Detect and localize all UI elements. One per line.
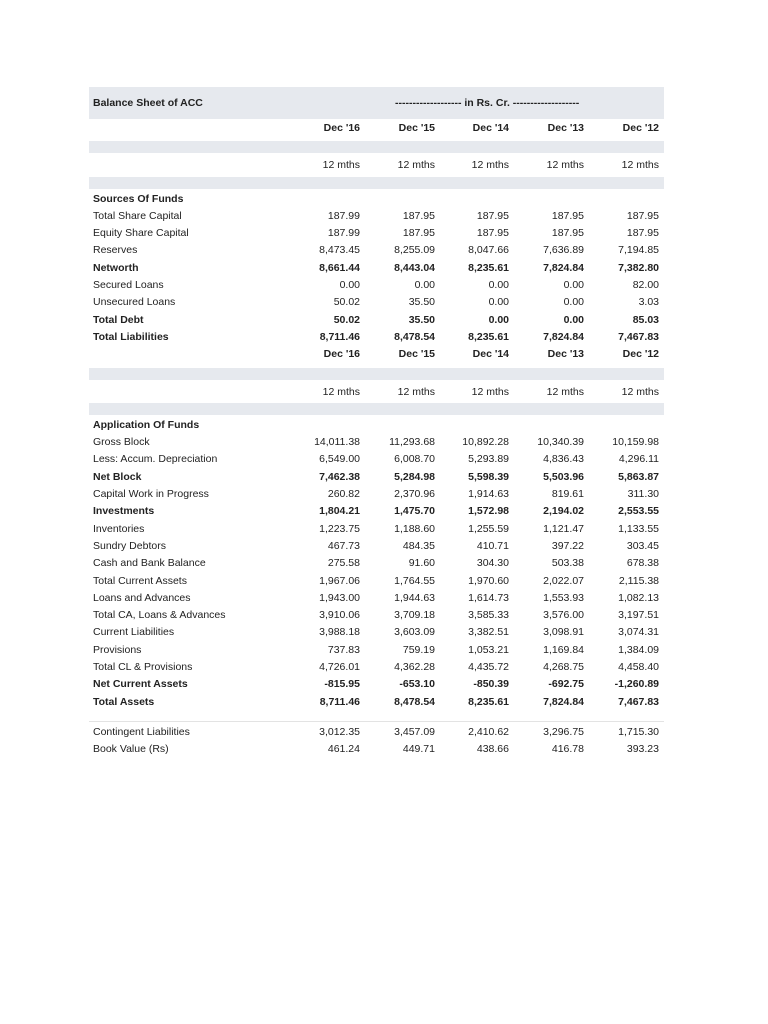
cell-value: 7,467.83 bbox=[618, 695, 659, 708]
cell-value: 1,944.63 bbox=[394, 591, 435, 604]
row-label: Total CL & Provisions bbox=[93, 661, 193, 674]
row-label: Total Liabilities bbox=[93, 330, 169, 343]
band-divider bbox=[89, 368, 664, 380]
band-divider bbox=[89, 403, 664, 415]
cell-value: 275.58 bbox=[327, 557, 360, 570]
cell-value: 11,293.68 bbox=[389, 436, 435, 449]
cell-value: 467.73 bbox=[327, 539, 360, 552]
cell-value: 7,467.83 bbox=[618, 330, 659, 343]
application-heading: Application Of Funds bbox=[93, 418, 200, 431]
cell-value: 91.60 bbox=[408, 557, 435, 570]
row-label: Total Assets bbox=[93, 695, 155, 708]
cell-value: 0.00 bbox=[563, 279, 584, 292]
row-label: Current Liabilities bbox=[93, 626, 175, 639]
year-header-row bbox=[89, 120, 664, 137]
table-row bbox=[89, 624, 664, 641]
row-label: Inventories bbox=[93, 522, 145, 535]
cell-value: 2,194.02 bbox=[543, 505, 584, 518]
row-label: Total Share Capital bbox=[93, 209, 182, 222]
cell-value: 678.38 bbox=[626, 557, 659, 570]
cell-value: 3,603.09 bbox=[394, 626, 435, 639]
cell-value: 5,863.87 bbox=[618, 470, 659, 483]
section-heading bbox=[89, 417, 664, 434]
table-row bbox=[89, 659, 664, 676]
cell-value: 2,553.55 bbox=[618, 505, 659, 518]
cell-value: 1,553.93 bbox=[543, 591, 584, 604]
row-label: Contingent Liabilities bbox=[93, 725, 190, 738]
cell-value: 4,458.40 bbox=[618, 661, 659, 674]
cell-value: 1,053.21 bbox=[468, 643, 509, 656]
table-row bbox=[89, 486, 664, 503]
period-header: 12 mths bbox=[397, 159, 435, 172]
band-divider bbox=[89, 177, 664, 189]
cell-value: 503.38 bbox=[551, 557, 584, 570]
period-header: 12 mths bbox=[322, 385, 360, 398]
year-header: Dec '12 bbox=[622, 122, 659, 134]
cell-value: 187.95 bbox=[551, 209, 584, 222]
application-rows bbox=[89, 434, 664, 711]
cell-value: 0.00 bbox=[563, 296, 584, 309]
period-header: 12 mths bbox=[471, 385, 509, 398]
cell-value: 3,296.75 bbox=[543, 725, 584, 738]
period-header: 12 mths bbox=[546, 385, 584, 398]
cell-value: 7,194.85 bbox=[618, 244, 659, 257]
cell-value: 10,340.39 bbox=[537, 436, 584, 449]
row-label: Networth bbox=[93, 261, 139, 274]
cell-value: 416.78 bbox=[551, 743, 584, 756]
year-header: Dec '13 bbox=[547, 122, 584, 134]
cell-value: 187.95 bbox=[626, 227, 659, 240]
table-row bbox=[89, 260, 664, 277]
row-label: Unsecured Loans bbox=[93, 296, 176, 309]
period-header: 12 mths bbox=[322, 159, 360, 172]
cell-value: 7,462.38 bbox=[319, 470, 360, 483]
row-label: Capital Work in Progress bbox=[93, 488, 209, 501]
cell-value: 187.95 bbox=[626, 209, 659, 222]
section-heading bbox=[89, 191, 664, 208]
period-header: 12 mths bbox=[546, 159, 584, 172]
cell-value: 3.03 bbox=[638, 296, 659, 309]
cell-value: 50.02 bbox=[333, 296, 360, 309]
table-row bbox=[89, 294, 664, 311]
period-header: 12 mths bbox=[397, 385, 435, 398]
cell-value: 3,910.06 bbox=[319, 609, 360, 622]
title-row bbox=[89, 87, 664, 119]
cell-value: 187.99 bbox=[327, 209, 360, 222]
row-label: Total Current Assets bbox=[93, 574, 187, 587]
cell-value: 4,435.72 bbox=[468, 661, 509, 674]
table-row bbox=[89, 434, 664, 451]
cell-value: 0.00 bbox=[488, 296, 509, 309]
cell-value: -815.95 bbox=[324, 678, 360, 691]
row-label: Total Debt bbox=[93, 313, 144, 326]
cell-value: 3,576.00 bbox=[543, 609, 584, 622]
year-header: Dec '14 bbox=[472, 122, 509, 134]
cell-value: 819.61 bbox=[551, 488, 584, 501]
row-label: Total CA, Loans & Advances bbox=[93, 609, 226, 622]
cell-value: 8,473.45 bbox=[319, 244, 360, 257]
cell-value: 260.82 bbox=[327, 488, 360, 501]
cell-value: 0.00 bbox=[563, 313, 584, 326]
cell-value: 2,410.62 bbox=[468, 725, 509, 738]
cell-value: 187.99 bbox=[327, 227, 360, 240]
year-header: Dec '13 bbox=[547, 348, 584, 361]
cell-value: 2,022.07 bbox=[543, 574, 584, 587]
cell-value: 737.83 bbox=[327, 643, 360, 656]
cell-value: 0.00 bbox=[339, 279, 360, 292]
cell-value: 759.19 bbox=[402, 643, 435, 656]
cell-value: 5,598.39 bbox=[468, 470, 509, 483]
cell-value: 3,457.09 bbox=[394, 725, 435, 738]
cell-value: 7,636.89 bbox=[543, 244, 584, 257]
row-label: Less: Accum. Depreciation bbox=[93, 453, 218, 466]
cell-value: 4,836.43 bbox=[543, 453, 584, 466]
table-row bbox=[89, 451, 664, 468]
cell-value: 8,235.61 bbox=[468, 330, 509, 343]
table-row bbox=[89, 242, 664, 259]
cell-value: 8,235.61 bbox=[468, 695, 509, 708]
cell-value: 187.95 bbox=[476, 209, 509, 222]
cell-value: 1,943.00 bbox=[319, 591, 360, 604]
unit-label: ------------------- in Rs. Cr. ------------------- bbox=[395, 97, 580, 109]
cell-value: 10,159.98 bbox=[612, 436, 659, 449]
cell-value: 3,382.51 bbox=[468, 626, 509, 639]
row-label: Equity Share Capital bbox=[93, 227, 189, 240]
cell-value: 5,284.98 bbox=[394, 470, 435, 483]
cell-value: 1,133.55 bbox=[618, 522, 659, 535]
cell-value: 8,661.44 bbox=[319, 261, 360, 274]
cell-value: 8,478.54 bbox=[394, 695, 435, 708]
cell-value: 1,764.55 bbox=[394, 574, 435, 587]
cell-value: 35.50 bbox=[408, 296, 435, 309]
table-row bbox=[89, 676, 664, 693]
cell-value: 187.95 bbox=[476, 227, 509, 240]
cell-value: 1,572.98 bbox=[468, 505, 509, 518]
cell-value: 1,188.60 bbox=[394, 522, 435, 535]
cell-value: 6,549.00 bbox=[319, 453, 360, 466]
table-row bbox=[89, 724, 664, 741]
cell-value: -1,260.89 bbox=[614, 678, 659, 691]
cell-value: 393.23 bbox=[626, 743, 659, 756]
cell-value: 5,293.89 bbox=[468, 453, 509, 466]
cell-value: 304.30 bbox=[476, 557, 509, 570]
year-header: Dec '15 bbox=[398, 348, 435, 361]
row-label: Loans and Advances bbox=[93, 591, 191, 604]
period-header-row bbox=[89, 384, 664, 401]
cell-value: 3,197.51 bbox=[618, 609, 659, 622]
row-label: Investments bbox=[93, 505, 155, 518]
cell-value: 6,008.70 bbox=[394, 453, 435, 466]
cell-value: 8,047.66 bbox=[468, 244, 509, 257]
cell-value: 1,715.30 bbox=[618, 725, 659, 738]
cell-value: 3,988.18 bbox=[319, 626, 360, 639]
cell-value: -692.75 bbox=[548, 678, 584, 691]
row-label: Secured Loans bbox=[93, 279, 164, 292]
cell-value: 50.02 bbox=[333, 313, 360, 326]
cell-value: 8,235.61 bbox=[468, 261, 509, 274]
table-row bbox=[89, 521, 664, 538]
cell-value: 7,824.84 bbox=[543, 330, 584, 343]
year-header: Dec '12 bbox=[622, 348, 659, 361]
period-header: 12 mths bbox=[471, 159, 509, 172]
row-label: Reserves bbox=[93, 244, 138, 257]
cell-value: 4,362.28 bbox=[394, 661, 435, 674]
cell-value: 4,726.01 bbox=[319, 661, 360, 674]
year-header: Dec '14 bbox=[472, 348, 509, 361]
table-row bbox=[89, 469, 664, 486]
cell-value: 1,082.13 bbox=[618, 591, 659, 604]
table-row bbox=[89, 538, 664, 555]
row-label: Provisions bbox=[93, 643, 142, 656]
cell-value: 2,115.38 bbox=[618, 574, 659, 587]
balance-sheet-table bbox=[89, 87, 664, 759]
cell-value: 4,268.75 bbox=[543, 661, 584, 674]
cell-value: 1,475.70 bbox=[394, 505, 435, 518]
cell-value: 3,709.18 bbox=[394, 609, 435, 622]
period-header: 12 mths bbox=[621, 385, 659, 398]
cell-value: 1,384.09 bbox=[618, 643, 659, 656]
cell-value: 397.22 bbox=[551, 539, 584, 552]
table-row bbox=[89, 607, 664, 624]
cell-value: 410.71 bbox=[476, 539, 509, 552]
cell-value: 1,223.75 bbox=[319, 522, 360, 535]
row-label: Net Block bbox=[93, 470, 142, 483]
cell-value: 1,255.59 bbox=[468, 522, 509, 535]
cell-value: -850.39 bbox=[473, 678, 509, 691]
cell-value: 8,711.46 bbox=[319, 330, 360, 343]
cell-value: 3,585.33 bbox=[468, 609, 509, 622]
cell-value: 82.00 bbox=[632, 279, 659, 292]
table-row bbox=[89, 329, 664, 346]
cell-value: 0.00 bbox=[488, 279, 509, 292]
table-row bbox=[89, 694, 664, 711]
table-row bbox=[89, 312, 664, 329]
row-label: Gross Block bbox=[93, 436, 150, 449]
cell-value: 3,074.31 bbox=[618, 626, 659, 639]
year-header-row bbox=[89, 346, 664, 363]
other-rows bbox=[89, 724, 664, 759]
table-row bbox=[89, 277, 664, 294]
sheet-title: Balance Sheet of ACC bbox=[93, 97, 203, 109]
cell-value: 5,503.96 bbox=[543, 470, 584, 483]
cell-value: 187.95 bbox=[402, 209, 435, 222]
cell-value: 7,824.84 bbox=[543, 261, 584, 274]
cell-value: 10,892.28 bbox=[462, 436, 509, 449]
cell-value: 4,296.11 bbox=[618, 453, 659, 466]
table-row bbox=[89, 642, 664, 659]
table-row bbox=[89, 590, 664, 607]
band-divider bbox=[89, 141, 664, 153]
year-header: Dec '16 bbox=[323, 122, 360, 134]
cell-value: 1,804.21 bbox=[319, 505, 360, 518]
cell-value: 438.66 bbox=[476, 743, 509, 756]
cell-value: 3,012.35 bbox=[319, 725, 360, 738]
row-label: Cash and Bank Balance bbox=[93, 557, 206, 570]
cell-value: 1,914.63 bbox=[468, 488, 509, 501]
cell-value: 7,824.84 bbox=[543, 695, 584, 708]
cell-value: 187.95 bbox=[402, 227, 435, 240]
year-header: Dec '15 bbox=[398, 122, 435, 134]
cell-value: 484.35 bbox=[402, 539, 435, 552]
cell-value: 1,614.73 bbox=[468, 591, 509, 604]
cell-value: 8,443.04 bbox=[394, 261, 435, 274]
cell-value: 8,255.09 bbox=[394, 244, 435, 257]
cell-value: 85.03 bbox=[632, 313, 659, 326]
cell-value: 1,121.47 bbox=[543, 522, 584, 535]
cell-value: 187.95 bbox=[551, 227, 584, 240]
cell-value: 311.30 bbox=[627, 488, 659, 501]
section-divider bbox=[89, 721, 664, 722]
cell-value: 1,169.84 bbox=[543, 643, 584, 656]
cell-value: 0.00 bbox=[488, 313, 509, 326]
table-row bbox=[89, 555, 664, 572]
cell-value: 0.00 bbox=[414, 279, 435, 292]
row-label: Book Value (Rs) bbox=[93, 743, 169, 756]
year-header: Dec '16 bbox=[323, 348, 360, 361]
cell-value: 3,098.91 bbox=[543, 626, 584, 639]
cell-value: 7,382.80 bbox=[618, 261, 659, 274]
table-row bbox=[89, 225, 664, 242]
cell-value: 2,370.96 bbox=[394, 488, 435, 501]
cell-value: 8,711.46 bbox=[319, 695, 360, 708]
period-header: 12 mths bbox=[621, 159, 659, 172]
table-row bbox=[89, 741, 664, 758]
sources-rows bbox=[89, 208, 664, 346]
cell-value: 461.24 bbox=[327, 743, 360, 756]
sources-heading: Sources Of Funds bbox=[93, 192, 184, 205]
cell-value: 35.50 bbox=[408, 313, 435, 326]
cell-value: -653.10 bbox=[399, 678, 435, 691]
row-label: Sundry Debtors bbox=[93, 539, 166, 552]
cell-value: 1,967.06 bbox=[319, 574, 360, 587]
cell-value: 449.71 bbox=[402, 743, 435, 756]
cell-value: 14,011.38 bbox=[314, 436, 360, 449]
cell-value: 8,478.54 bbox=[394, 330, 435, 343]
cell-value: 303.45 bbox=[626, 539, 659, 552]
table-row bbox=[89, 208, 664, 225]
table-row bbox=[89, 573, 664, 590]
period-header-row bbox=[89, 157, 664, 174]
table-row bbox=[89, 503, 664, 520]
row-label: Net Current Assets bbox=[93, 678, 188, 691]
cell-value: 1,970.60 bbox=[468, 574, 509, 587]
